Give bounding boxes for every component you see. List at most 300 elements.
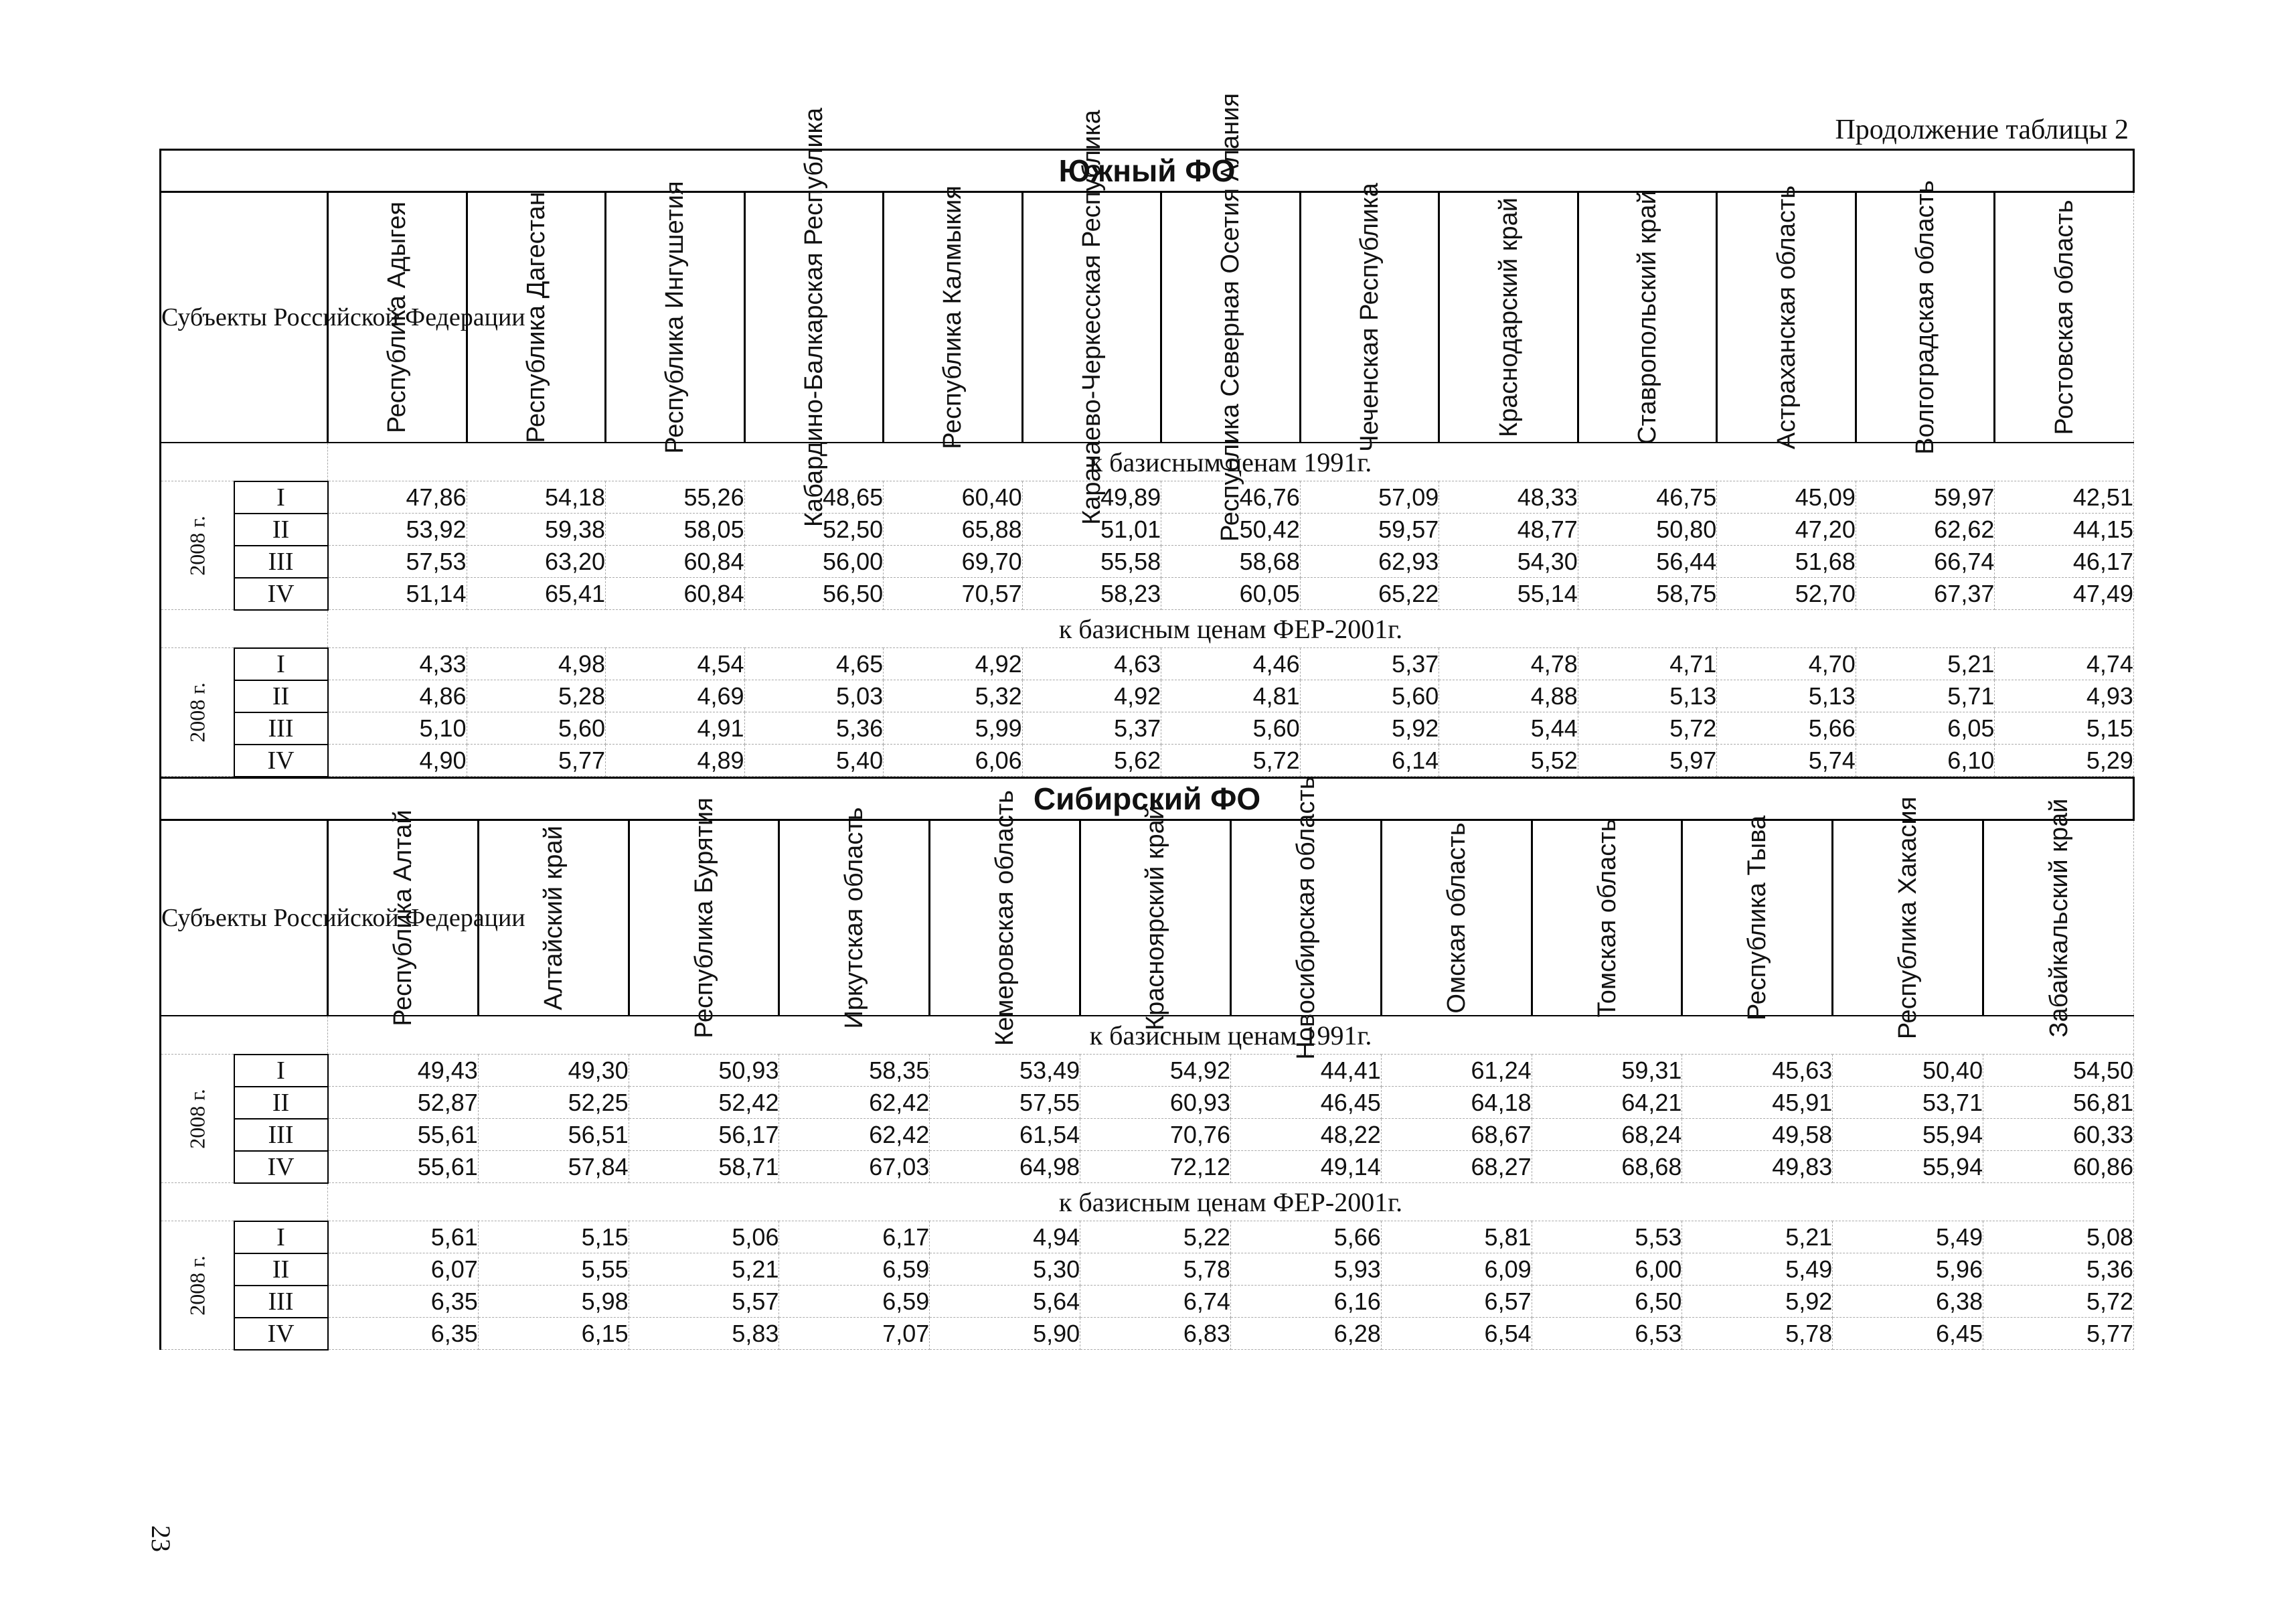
value-cell: 7,07	[779, 1318, 930, 1350]
value-cell: 6,10	[1856, 745, 1995, 777]
value-cell: 65,41	[467, 578, 606, 610]
value-cell: 50,80	[1578, 514, 1717, 546]
subject-header: Субъекты Российской Федерации	[161, 192, 328, 443]
value-cell: 6,16	[1230, 1286, 1381, 1318]
region-header	[478, 820, 629, 1016]
value-cell: 5,13	[1717, 680, 1856, 712]
value-cell: 45,09	[1717, 481, 1856, 514]
value-cell: 51,01	[1022, 514, 1161, 546]
value-cell: 58,71	[629, 1151, 779, 1183]
region-name: Красноярский край	[1141, 805, 1170, 1030]
column-header-row	[161, 192, 2134, 443]
value-cell: 53,92	[328, 514, 467, 546]
value-cell: 4,81	[1161, 680, 1301, 712]
region-name: Республика Алтай	[388, 809, 417, 1026]
value-cell: 60,86	[1983, 1151, 2134, 1183]
value-cell: 59,38	[467, 514, 606, 546]
value-cell: 60,40	[884, 481, 1023, 514]
value-cell: 5,10	[328, 712, 467, 745]
section-label: к базисным ценам 1991г.	[328, 1016, 2134, 1055]
value-cell: 6,54	[1381, 1318, 1532, 1350]
region-name: Республика Бурятия	[689, 797, 718, 1038]
value-cell: 44,15	[1995, 514, 2134, 546]
value-cell: 63,20	[467, 546, 606, 578]
value-cell: 5,21	[629, 1253, 779, 1286]
value-cell: 62,93	[1300, 546, 1439, 578]
value-cell: 5,92	[1682, 1286, 1833, 1318]
value-cell: 60,93	[1080, 1087, 1231, 1119]
value-cell: 5,57	[629, 1286, 779, 1318]
value-cell: 60,84	[606, 546, 745, 578]
year-label: 2008 г.	[185, 1255, 210, 1316]
table-row	[161, 1221, 2134, 1253]
region-name: Республика Калмыкия	[938, 185, 967, 449]
region-header	[779, 807, 930, 1029]
table-row	[161, 514, 2134, 546]
region-name: Чеченская Республика	[1355, 183, 1384, 452]
region-header	[606, 181, 745, 454]
blank-cell	[161, 1183, 328, 1221]
value-cell: 5,40	[744, 745, 884, 777]
value-cell: 55,94	[1833, 1151, 1983, 1183]
quarter-cell: III	[234, 712, 328, 745]
region-header	[1995, 192, 2134, 443]
value-cell: 6,50	[1532, 1286, 1682, 1318]
value-cell: 58,23	[1022, 578, 1161, 610]
value-cell: 5,62	[1022, 745, 1161, 777]
blank-cell	[161, 1016, 328, 1055]
value-cell: 5,71	[1856, 680, 1995, 712]
value-cell: 4,70	[1717, 648, 1856, 680]
region-header	[1983, 798, 2134, 1038]
value-cell: 5,64	[930, 1286, 1080, 1318]
value-cell: 55,61	[328, 1151, 479, 1183]
value-cell: 45,91	[1682, 1087, 1833, 1119]
year-label: 2008 г.	[185, 682, 210, 743]
quarter-cell: I	[234, 1055, 328, 1087]
value-cell: 67,03	[779, 1151, 930, 1183]
subject-header: Субъекты Российской Федерации	[161, 820, 328, 1016]
value-cell: 67,37	[1856, 578, 1995, 610]
value-cell: 5,49	[1682, 1253, 1833, 1286]
value-cell: 5,30	[930, 1253, 1080, 1286]
value-cell: 5,66	[1230, 1221, 1381, 1253]
value-cell: 45,63	[1682, 1055, 1833, 1087]
value-cell: 56,50	[744, 578, 884, 610]
value-cell: 64,21	[1532, 1087, 1682, 1119]
quarter-cell: I	[234, 648, 328, 680]
table-row	[161, 1087, 2134, 1119]
region-header	[1833, 796, 1983, 1040]
region-name: Ростовская область	[2050, 200, 2079, 435]
table-row	[161, 1119, 2134, 1151]
value-cell: 5,44	[1439, 712, 1578, 745]
value-cell: 4,78	[1439, 648, 1578, 680]
value-cell: 4,98	[467, 648, 606, 680]
value-cell: 70,57	[884, 578, 1023, 610]
region-name: Республика Тыва	[1743, 815, 1772, 1021]
region-name: Кемеровская область	[991, 790, 1019, 1046]
region-name: Иркутская область	[840, 807, 869, 1029]
value-cell: 56,81	[1983, 1087, 2134, 1119]
value-cell: 4,71	[1578, 648, 1717, 680]
value-cell: 47,20	[1717, 514, 1856, 546]
section-label: к базисным ценам ФЕР-2001г.	[328, 610, 2134, 648]
table-caption: Продолжение таблицы 2	[1835, 114, 2129, 145]
value-cell: 5,61	[328, 1221, 479, 1253]
value-cell: 52,42	[629, 1087, 779, 1119]
value-cell: 47,86	[328, 481, 467, 514]
value-cell: 4,69	[606, 680, 745, 712]
region-name: Томская область	[1592, 818, 1621, 1018]
value-cell: 5,32	[884, 680, 1023, 712]
value-cell: 53,49	[930, 1055, 1080, 1087]
value-cell: 48,65	[744, 481, 884, 514]
value-cell: 52,50	[744, 514, 884, 546]
value-cell: 5,15	[1995, 712, 2134, 745]
value-cell: 52,25	[478, 1087, 629, 1119]
value-cell: 6,38	[1833, 1286, 1983, 1318]
value-cell: 5,55	[478, 1253, 629, 1286]
value-cell: 5,21	[1682, 1221, 1833, 1253]
value-cell: 5,28	[467, 680, 606, 712]
value-cell: 46,75	[1578, 481, 1717, 514]
value-cell: 48,22	[1230, 1119, 1381, 1151]
value-cell: 48,77	[1439, 514, 1578, 546]
value-cell: 5,90	[930, 1318, 1080, 1350]
region-name: Республика Северная Осетия Алания	[1216, 93, 1245, 542]
value-cell: 5,08	[1983, 1221, 2134, 1253]
table-row	[161, 680, 2134, 712]
value-cell: 60,84	[606, 578, 745, 610]
value-cell: 5,78	[1080, 1253, 1231, 1286]
value-cell: 6,07	[328, 1253, 479, 1286]
quarter-cell: II	[234, 680, 328, 712]
value-cell: 54,92	[1080, 1055, 1231, 1087]
region-header	[629, 797, 779, 1038]
value-cell: 5,53	[1532, 1221, 1682, 1253]
value-cell: 5,72	[1161, 745, 1301, 777]
value-cell: 6,35	[328, 1286, 479, 1318]
value-cell: 47,49	[1995, 578, 2134, 610]
value-cell: 50,93	[629, 1055, 779, 1087]
region-name: Республика Дагестан	[521, 191, 550, 443]
value-cell: 5,77	[1983, 1318, 2134, 1350]
year-label: 2008 г.	[185, 515, 210, 576]
section-label-row	[161, 1183, 2134, 1221]
value-cell: 46,76	[1161, 481, 1301, 514]
fo-title-row	[161, 150, 2134, 192]
region-name: Волгоградская область	[1911, 180, 1940, 455]
value-cell: 50,42	[1161, 514, 1301, 546]
value-cell: 51,14	[328, 578, 467, 610]
quarter-cell: IV	[234, 578, 328, 610]
value-cell: 5,29	[1995, 745, 2134, 777]
value-cell: 5,93	[1230, 1253, 1381, 1286]
value-cell: 4,92	[884, 648, 1023, 680]
value-cell: 68,67	[1381, 1119, 1532, 1151]
table-row	[161, 1318, 2134, 1350]
value-cell: 5,60	[1161, 712, 1301, 745]
value-cell: 54,18	[467, 481, 606, 514]
region-header	[328, 192, 467, 443]
region-name: Забайкальский край	[2044, 798, 2073, 1038]
value-cell: 46,45	[1230, 1087, 1381, 1119]
value-cell: 6,83	[1080, 1318, 1231, 1350]
region-header	[1532, 820, 1682, 1016]
value-cell: 55,61	[328, 1119, 479, 1151]
table-row	[161, 712, 2134, 745]
region-header	[1439, 192, 1578, 443]
value-cell: 6,17	[779, 1221, 930, 1253]
value-cell: 5,60	[1300, 680, 1439, 712]
table-row	[161, 1055, 2134, 1087]
value-cell: 5,77	[467, 745, 606, 777]
value-cell: 42,51	[1995, 481, 2134, 514]
region-header	[1717, 185, 1856, 450]
region-name: Краснодарский край	[1494, 198, 1523, 437]
column-header-row	[161, 820, 2134, 1016]
value-cell: 59,31	[1532, 1055, 1682, 1087]
section-label-row	[161, 610, 2134, 648]
value-cell: 70,76	[1080, 1119, 1231, 1151]
table-row	[161, 546, 2134, 578]
value-cell: 57,53	[328, 546, 467, 578]
region-header	[1578, 192, 1717, 443]
value-cell: 5,97	[1578, 745, 1717, 777]
value-cell: 4,74	[1995, 648, 2134, 680]
table-row	[161, 648, 2134, 680]
table-row	[161, 1151, 2134, 1183]
value-cell: 65,88	[884, 514, 1023, 546]
fo-title: Сибирский ФО	[161, 778, 2134, 820]
value-cell: 64,98	[930, 1151, 1080, 1183]
table-row	[161, 1286, 2134, 1318]
value-cell: 52,70	[1717, 578, 1856, 610]
quarter-cell: III	[234, 546, 328, 578]
value-cell: 5,60	[467, 712, 606, 745]
value-cell: 52,87	[328, 1087, 479, 1119]
quarter-cell: III	[234, 1119, 328, 1151]
region-name: Ставропольский край	[1633, 190, 1662, 445]
value-cell: 55,94	[1833, 1119, 1983, 1151]
value-cell: 49,14	[1230, 1151, 1381, 1183]
value-cell: 64,18	[1381, 1087, 1532, 1119]
value-cell: 68,27	[1381, 1151, 1532, 1183]
value-cell: 4,86	[328, 680, 467, 712]
value-cell: 4,65	[744, 648, 884, 680]
value-cell: 5,52	[1439, 745, 1578, 777]
value-cell: 4,89	[606, 745, 745, 777]
value-cell: 5,37	[1022, 712, 1161, 745]
value-cell: 5,92	[1300, 712, 1439, 745]
value-cell: 4,88	[1439, 680, 1578, 712]
quarter-cell: III	[234, 1286, 328, 1318]
value-cell: 5,22	[1080, 1221, 1231, 1253]
value-cell: 49,83	[1682, 1151, 1833, 1183]
value-cell: 4,46	[1161, 648, 1301, 680]
value-cell: 54,30	[1439, 546, 1578, 578]
value-cell: 6,53	[1532, 1318, 1682, 1350]
quarter-cell: IV	[234, 1318, 328, 1350]
value-cell: 4,91	[606, 712, 745, 745]
table-row	[161, 745, 2134, 777]
region-header	[1300, 183, 1439, 452]
value-cell: 57,84	[478, 1151, 629, 1183]
value-cell: 4,33	[328, 648, 467, 680]
value-cell: 55,14	[1439, 578, 1578, 610]
value-cell: 57,09	[1300, 481, 1439, 514]
quarter-cell: IV	[234, 745, 328, 777]
value-cell: 5,15	[478, 1221, 629, 1253]
region-name: Омская область	[1442, 822, 1471, 1014]
quarter-cell: II	[234, 514, 328, 546]
value-cell: 5,72	[1983, 1286, 2134, 1318]
value-cell: 50,40	[1833, 1055, 1983, 1087]
value-cell: 59,97	[1856, 481, 1995, 514]
value-cell: 69,70	[884, 546, 1023, 578]
value-cell: 5,37	[1300, 648, 1439, 680]
value-cell: 5,83	[629, 1318, 779, 1350]
value-cell: 6,59	[779, 1253, 930, 1286]
fo-title: Южный ФО	[161, 150, 2134, 192]
value-cell: 54,50	[1983, 1055, 2134, 1087]
page-number: 23	[146, 1525, 176, 1552]
year-cell	[161, 1221, 234, 1350]
value-cell: 6,00	[1532, 1253, 1682, 1286]
region-name: Республика Ингушетия	[661, 181, 689, 454]
year-cell	[161, 481, 234, 610]
value-cell: 5,96	[1833, 1253, 1983, 1286]
value-cell: 6,35	[328, 1318, 479, 1350]
region-name: Алтайский край	[539, 826, 568, 1010]
value-cell: 5,36	[744, 712, 884, 745]
value-cell: 60,05	[1161, 578, 1301, 610]
value-cell: 6,59	[779, 1286, 930, 1318]
value-cell: 4,92	[1022, 680, 1161, 712]
value-cell: 56,17	[629, 1119, 779, 1151]
value-cell: 5,13	[1578, 680, 1717, 712]
value-cell: 66,74	[1856, 546, 1995, 578]
quarter-cell: I	[234, 481, 328, 514]
value-cell: 49,58	[1682, 1119, 1833, 1151]
siberia-fo-table	[159, 777, 2135, 1350]
region-header	[1080, 805, 1231, 1030]
value-cell: 58,05	[606, 514, 745, 546]
region-header	[1381, 820, 1532, 1016]
value-cell: 4,54	[606, 648, 745, 680]
region-name: Республика Хакасия	[1894, 796, 1922, 1040]
value-cell: 58,75	[1578, 578, 1717, 610]
value-cell: 6,14	[1300, 745, 1439, 777]
region-name: Республика Адыгея	[383, 202, 412, 433]
value-cell: 5,98	[478, 1286, 629, 1318]
region-name: Кабардино-Балкарская Республика	[799, 107, 828, 528]
region-header	[1856, 180, 1995, 455]
value-cell: 6,06	[884, 745, 1023, 777]
value-cell: 5,36	[1983, 1253, 2134, 1286]
value-cell: 5,06	[629, 1221, 779, 1253]
value-cell: 62,62	[1856, 514, 1995, 546]
region-header	[930, 790, 1080, 1046]
value-cell: 6,09	[1381, 1253, 1532, 1286]
value-cell: 51,68	[1717, 546, 1856, 578]
value-cell: 68,68	[1532, 1151, 1682, 1183]
section-label: к базисным ценам 1991г.	[328, 443, 2134, 481]
value-cell: 59,57	[1300, 514, 1439, 546]
value-cell: 49,30	[478, 1055, 629, 1087]
value-cell: 62,42	[779, 1087, 930, 1119]
quarter-cell: IV	[234, 1151, 328, 1183]
value-cell: 48,33	[1439, 481, 1578, 514]
value-cell: 6,57	[1381, 1286, 1532, 1318]
value-cell: 5,99	[884, 712, 1023, 745]
region-header	[467, 192, 606, 443]
quarter-cell: II	[234, 1087, 328, 1119]
quarter-cell: II	[234, 1253, 328, 1286]
value-cell: 5,81	[1381, 1221, 1532, 1253]
value-cell: 61,54	[930, 1119, 1080, 1151]
value-cell: 55,58	[1022, 546, 1161, 578]
value-cell: 5,78	[1682, 1318, 1833, 1350]
region-header	[884, 185, 1023, 449]
value-cell: 6,74	[1080, 1286, 1231, 1318]
value-cell: 58,35	[779, 1055, 930, 1087]
value-cell: 44,41	[1230, 1055, 1381, 1087]
value-cell: 5,03	[744, 680, 884, 712]
section-label: к базисным ценам ФЕР-2001г.	[328, 1183, 2134, 1221]
section-label-row	[161, 443, 2134, 481]
value-cell: 4,94	[930, 1221, 1080, 1253]
table-row	[161, 481, 2134, 514]
value-cell: 5,72	[1578, 712, 1717, 745]
year-label: 2008 г.	[185, 1088, 210, 1149]
blank-cell	[161, 610, 328, 648]
region-name: Астраханская область	[1772, 185, 1801, 450]
blank-cell	[161, 443, 328, 481]
value-cell: 49,89	[1022, 481, 1161, 514]
value-cell: 55,26	[606, 481, 745, 514]
value-cell: 5,21	[1856, 648, 1995, 680]
value-cell: 56,44	[1578, 546, 1717, 578]
table-row	[161, 1253, 2134, 1286]
value-cell: 4,90	[328, 745, 467, 777]
value-cell: 4,63	[1022, 648, 1161, 680]
value-cell: 6,15	[478, 1318, 629, 1350]
region-name: Карачаево-Черкесская Республика	[1077, 110, 1106, 525]
value-cell: 53,71	[1833, 1087, 1983, 1119]
value-cell: 56,00	[744, 546, 884, 578]
year-cell	[161, 1055, 234, 1183]
value-cell: 61,24	[1381, 1055, 1532, 1087]
value-cell: 5,49	[1833, 1221, 1983, 1253]
value-cell: 4,93	[1995, 680, 2134, 712]
value-cell: 6,45	[1833, 1318, 1983, 1350]
value-cell: 5,74	[1717, 745, 1856, 777]
quarter-cell: I	[234, 1221, 328, 1253]
value-cell: 72,12	[1080, 1151, 1231, 1183]
value-cell: 49,43	[328, 1055, 479, 1087]
value-cell: 57,55	[930, 1087, 1080, 1119]
value-cell: 60,33	[1983, 1119, 2134, 1151]
value-cell: 68,24	[1532, 1119, 1682, 1151]
year-cell	[161, 648, 234, 777]
value-cell: 5,66	[1717, 712, 1856, 745]
table-row	[161, 578, 2134, 610]
value-cell: 65,22	[1300, 578, 1439, 610]
region-header	[1682, 815, 1833, 1021]
value-cell: 6,05	[1856, 712, 1995, 745]
